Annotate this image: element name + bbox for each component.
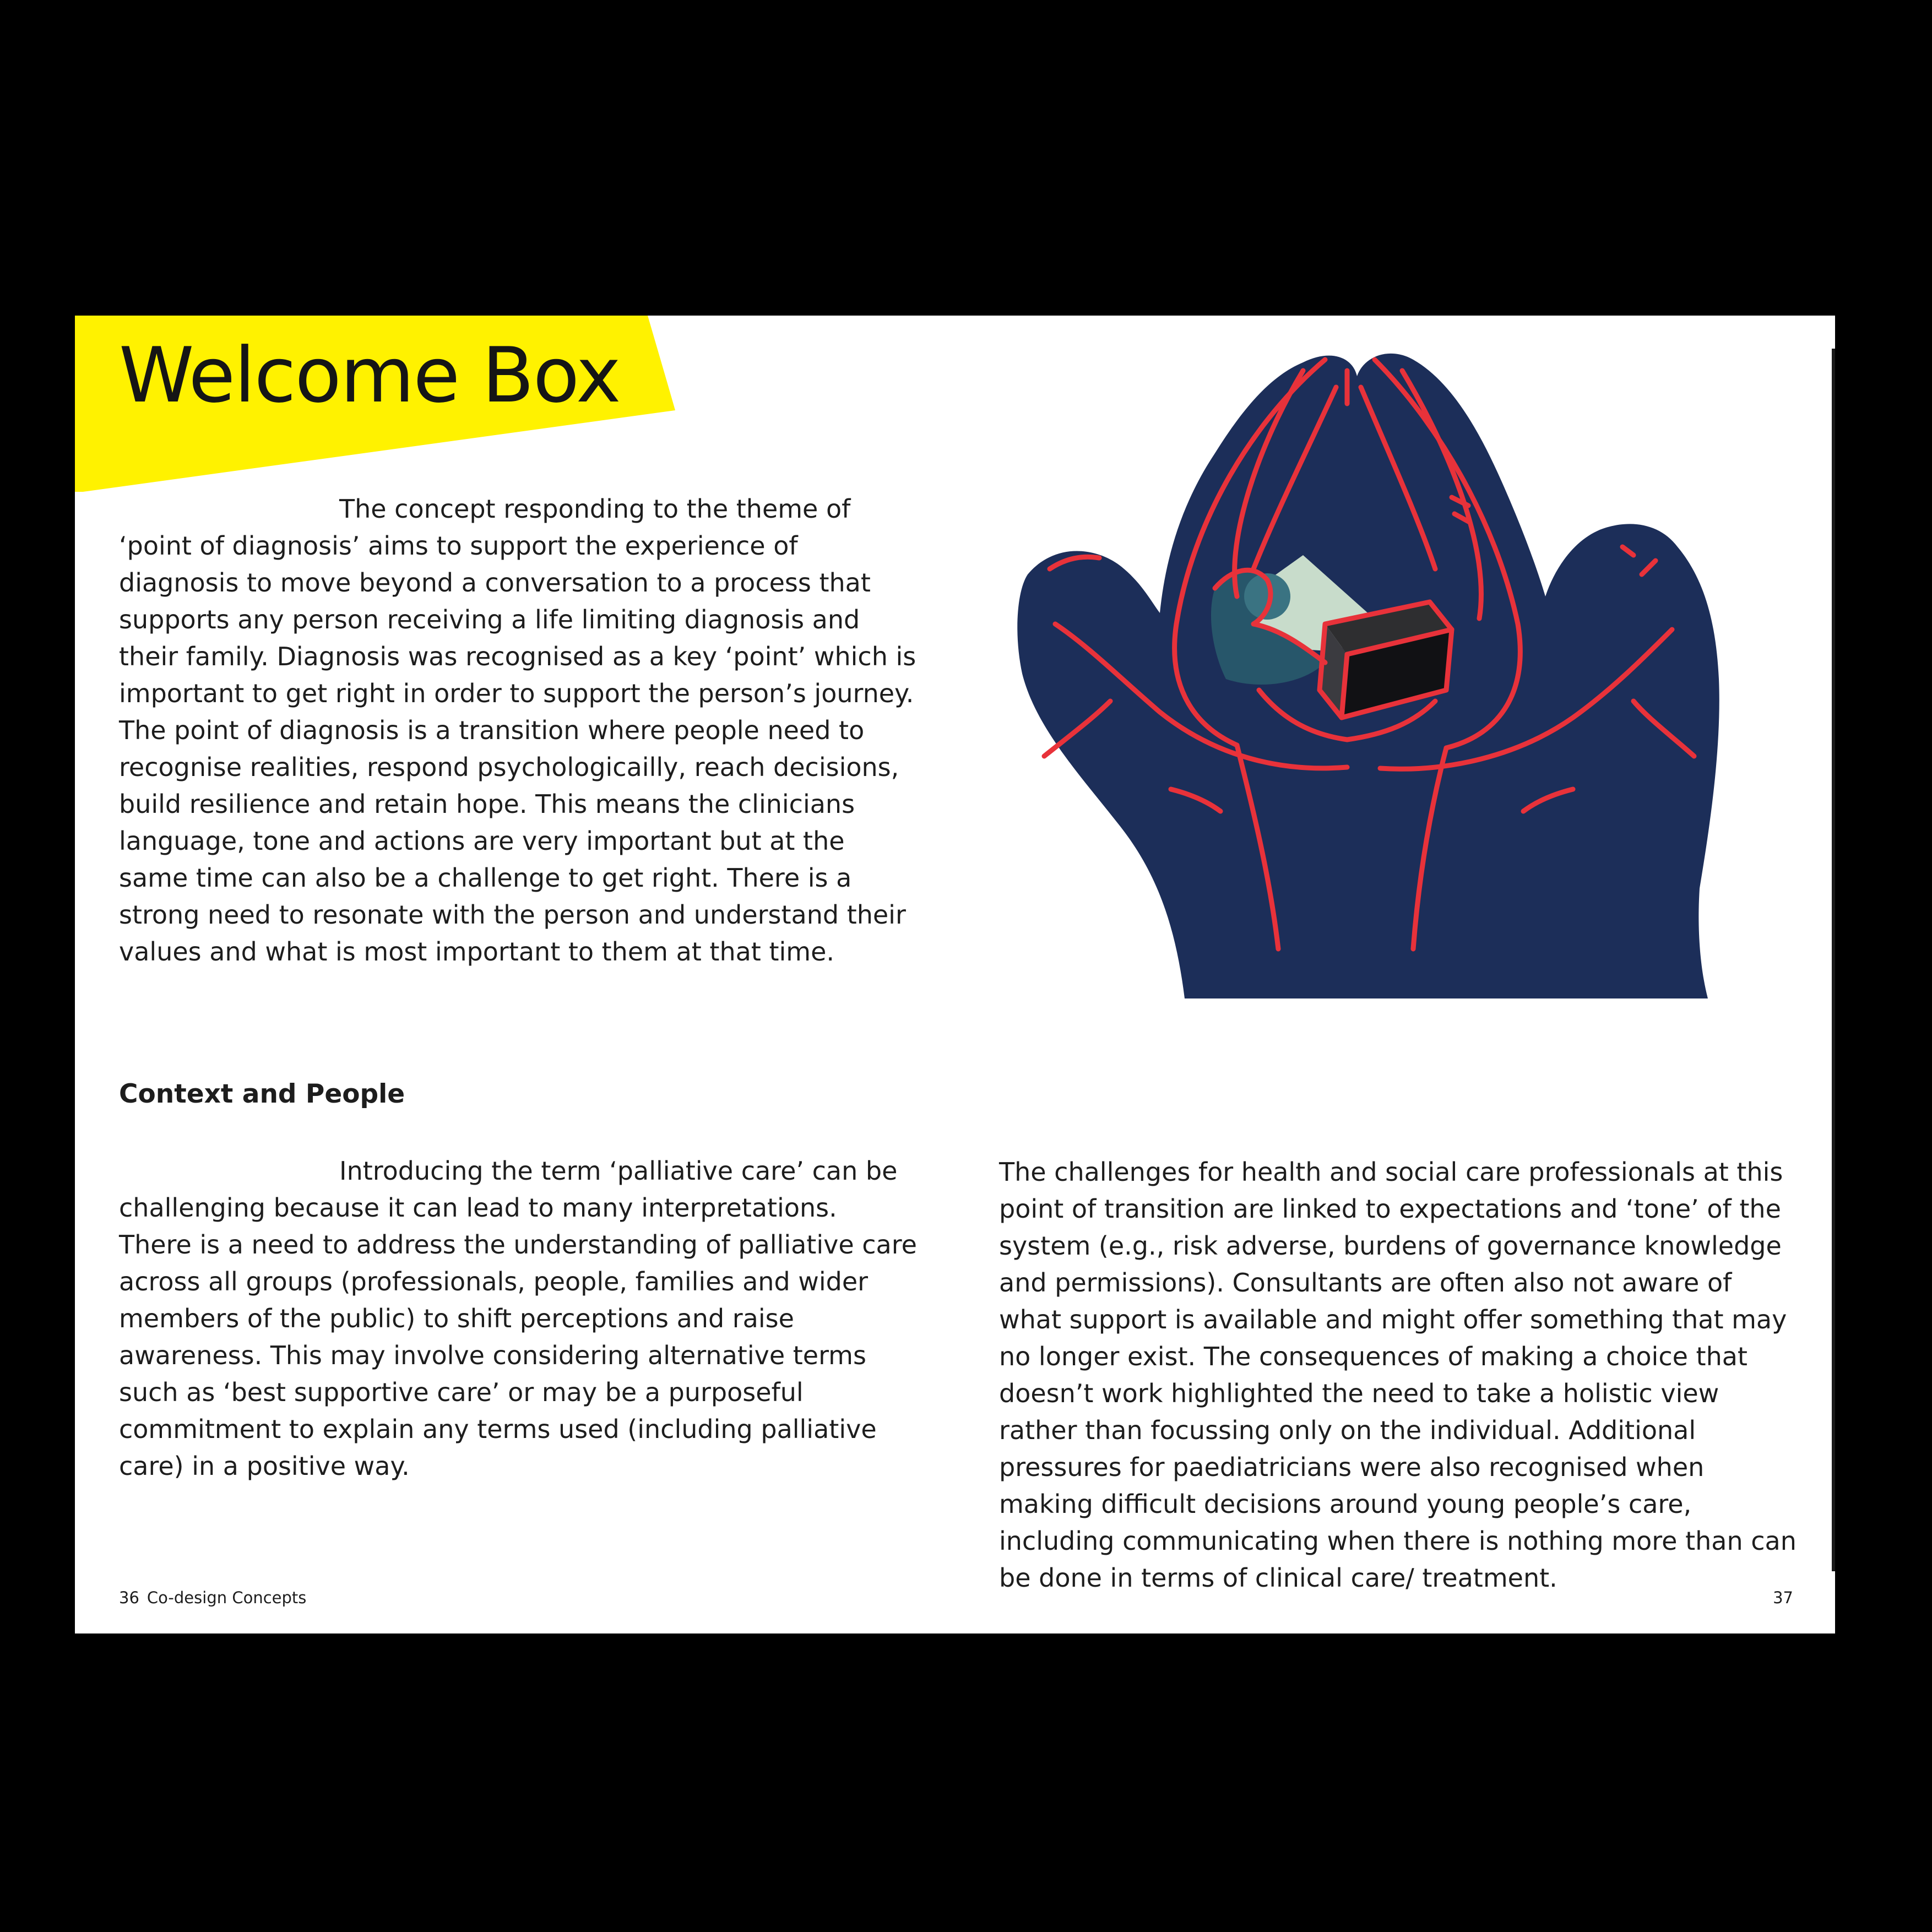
right-page-footer bbox=[1773, 1588, 1793, 1608]
left-page-number: 36 bbox=[119, 1588, 139, 1607]
intro-paragraph: The concept responding to the theme of ‘point of diagnosis’ aims to support the experience of diagnosis to move beyond a conversation to a process that supports any person receiving a life limiting diagnosis and their family. Diagnosis was recognised as a key ‘point’ which is important to get right in order to support the person’s journey. The point of diagnosis is a transition where people need to recognise realities, respond psychologicailly, reach decisions, build resilience and retain hope. This means the clinicians language, tone and actions are very important but at the same time can also be a challenge to get right. There is a strong need to resonate with the person and understand their values and what is most important to them at that time. bbox=[119, 494, 916, 967]
context-heading: Context and People bbox=[119, 1079, 405, 1109]
cupped-hands-illustration bbox=[995, 338, 1749, 998]
challenges-paragraph: The challenges for health and social care professionals at this point of transition are linked to expectations and ‘tone’ of the system (e.g., risk adverse, burdens of governance knowledge and permissions). Consultants are often also not aware of what support is available and might offer something that may no longer exist. The consequences of making a choice that doesn’t work highlighted the need to take a holistic view rather than focussing only on the individual. Additional pressures for paediatricians were also recognised when making difficult decisions around young people’s care, including communicating when there is nothing more than can be done in terms of clinical care/ treatment. bbox=[999, 1157, 1797, 1593]
footer-section-title: Co-design Concepts bbox=[146, 1588, 307, 1607]
document-spread bbox=[75, 316, 1835, 1633]
right-page-number: 37 bbox=[1773, 1588, 1793, 1607]
left-page-footer bbox=[119, 1588, 306, 1608]
page-title: Welcome Box bbox=[119, 331, 620, 420]
context-paragraph: Introducing the term ‘palliative care’ can be challenging because it can lead to many interpretations. There is a need to address the understanding of palliative care across all groups (professionals, people, families and wider members of the public) to shift perceptions and raise awareness. This may involve considering alternative terms such as ‘best supportive care’ or may be a purposeful commitment to explain any terms used (including palliative care) in a positive way. bbox=[119, 1156, 917, 1481]
page-edge bbox=[1832, 349, 1835, 1571]
